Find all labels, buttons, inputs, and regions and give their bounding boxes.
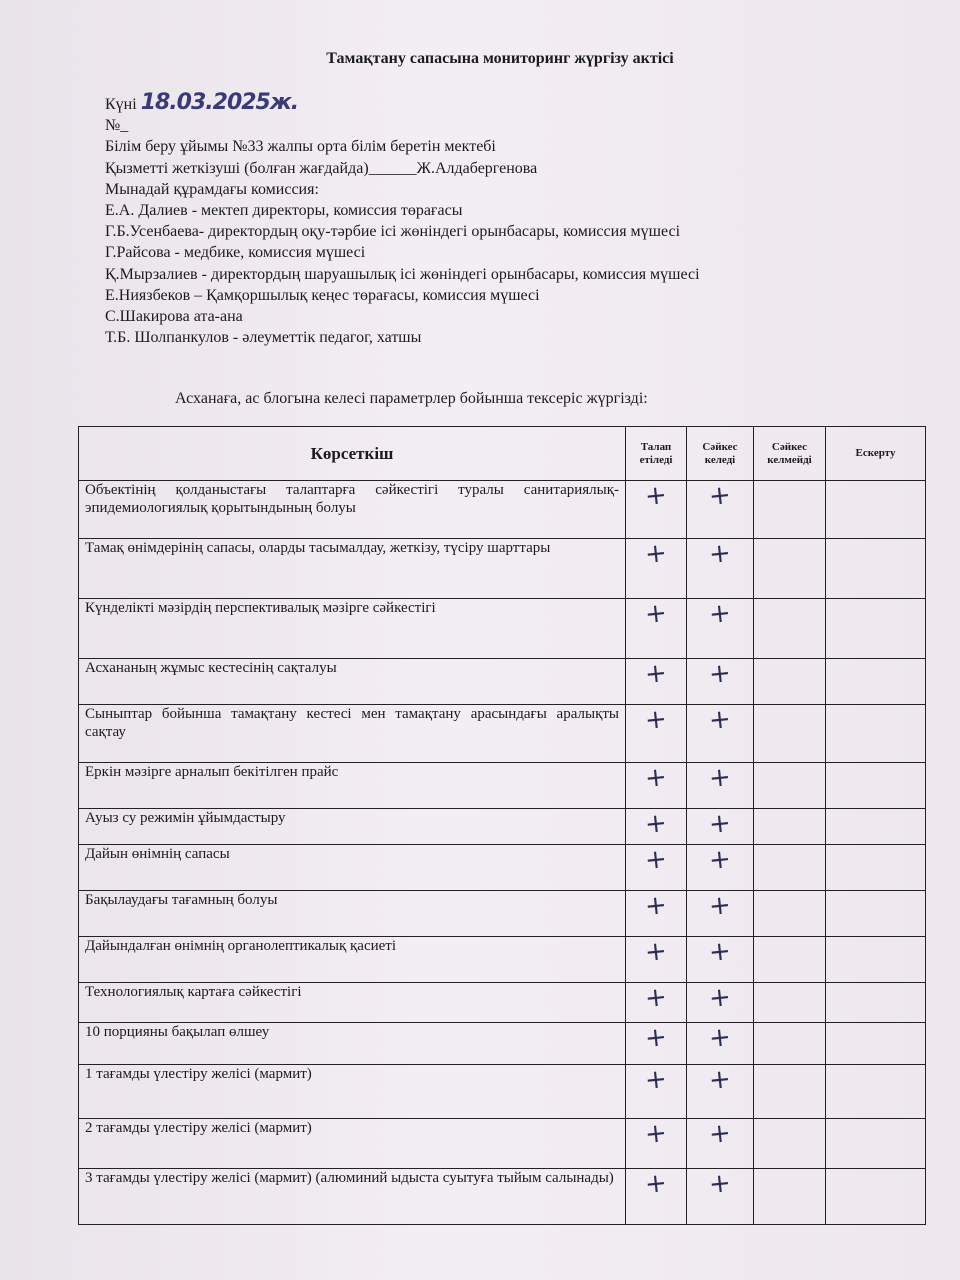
plus-mark: + [707, 537, 733, 571]
commission-member: Е.А. Далиев - мектеп директоры, комиссия төрағасы [105, 202, 463, 220]
noncompliant-cell [754, 705, 826, 763]
plus-mark: + [707, 981, 733, 1015]
noncompliant-cell [754, 763, 826, 809]
note-cell [826, 1119, 926, 1169]
plus-mark: + [643, 1117, 669, 1151]
compliant-cell [687, 845, 754, 891]
required-cell [626, 983, 687, 1023]
number-line: №_ [105, 117, 129, 135]
table-row [79, 937, 926, 983]
note-cell [826, 763, 926, 809]
compliant-cell [687, 539, 754, 599]
required-cell [626, 937, 687, 983]
row-indicator: Дайын өнімнің сапасы [79, 845, 626, 891]
plus-mark: + [643, 843, 669, 877]
organization-line: Білім беру ұйымы №33 жалпы орта білім беретін мектебі [105, 138, 496, 156]
compliant-cell [687, 983, 754, 1023]
document-header [105, 92, 700, 348]
noncompliant-cell [754, 481, 826, 539]
noncompliant-cell [754, 983, 826, 1023]
compliant-cell [687, 1023, 754, 1065]
column-header-required: Талап етіледі [626, 427, 687, 481]
table-row [79, 599, 926, 659]
compliant-cell [687, 809, 754, 845]
note-cell [826, 1169, 926, 1225]
note-cell [826, 481, 926, 539]
required-cell [626, 1169, 687, 1225]
compliant-cell [687, 705, 754, 763]
row-indicator: 10 порцияны бақылап өлшеу [79, 1023, 626, 1065]
date-value: 18.03.2025ж. [140, 90, 299, 115]
compliant-cell [687, 599, 754, 659]
required-cell [626, 845, 687, 891]
inspection-table [78, 426, 926, 1225]
table-row [79, 1119, 926, 1169]
plus-mark: + [643, 479, 669, 513]
plus-mark: + [707, 843, 733, 877]
table-row [79, 891, 926, 937]
document-title: Тамақтану сапасына мониторинг жүргізу актісі [326, 50, 674, 67]
note-cell [826, 1023, 926, 1065]
commission-member: Е.Ниязбеков – Қамқоршылық кеңес төрағасы, комиссия мүшесі [105, 286, 540, 304]
plus-mark: + [643, 597, 669, 631]
row-indicator: Тамақ өнімдерінің сапасы, оларды тасымалдау, жеткізу, түсіру шарттары [79, 539, 626, 599]
required-cell [626, 599, 687, 659]
commission-member: Қ.Мырзалиев - директордың шаруашылық ісі жөніндегі орынбасары, комиссия мүшесі [105, 265, 700, 283]
plus-mark: + [643, 935, 669, 969]
noncompliant-cell [754, 1169, 826, 1225]
column-header-noncompliant: Сәйкес келмейді [754, 427, 826, 481]
plus-mark: + [707, 1063, 733, 1097]
column-header-indicator: Көрсеткіш [79, 427, 626, 481]
noncompliant-cell [754, 809, 826, 845]
plus-mark: + [707, 657, 733, 691]
compliant-cell [687, 659, 754, 705]
compliant-cell [687, 1119, 754, 1169]
required-cell [626, 1065, 687, 1119]
plus-mark: + [643, 889, 669, 923]
table-row [79, 659, 926, 705]
row-indicator: Еркін мәзірге арналып бекітілген прайс [79, 763, 626, 809]
compliant-cell [687, 481, 754, 539]
note-cell [826, 809, 926, 845]
row-indicator: Технологиялық картаға сәйкестігі [79, 983, 626, 1023]
table-header-row [79, 427, 926, 481]
required-cell [626, 891, 687, 937]
note-cell [826, 659, 926, 705]
table-row [79, 539, 926, 599]
row-indicator: 1 тағамды үлестіру желісі (мармит) [79, 1065, 626, 1119]
row-indicator: Асхананың жұмыс кестесінің сақталуы [79, 659, 626, 705]
plus-mark: + [707, 597, 733, 631]
required-cell [626, 1023, 687, 1065]
note-cell [826, 937, 926, 983]
plus-mark: + [643, 761, 669, 795]
table-row [79, 763, 926, 809]
plus-mark: + [707, 935, 733, 969]
noncompliant-cell [754, 1023, 826, 1065]
note-cell [826, 1065, 926, 1119]
compliant-cell [687, 1065, 754, 1119]
row-indicator: Ауыз су режимін ұйымдастыру [79, 809, 626, 845]
required-cell [626, 705, 687, 763]
commission-member: Г.Б.Усенбаева- директордың оқу-тәрбие ісі жөніндегі орынбасары, комиссия мүшесі [105, 223, 681, 241]
row-indicator: 3 тағамды үлестіру желісі (мармит) (алюминий ыдыста суытуға тыйым салынады) [79, 1169, 626, 1225]
required-cell [626, 659, 687, 705]
commission-member: Т.Б. Шолпанкулов - әлеуметтік педагог, хатшы [105, 329, 422, 347]
commission-member: С.Шакирова ата-ана [105, 308, 243, 326]
note-cell [826, 845, 926, 891]
commission-member: Г.Райсова - медбике, комиссия мүшесі [105, 244, 366, 262]
plus-mark: + [707, 889, 733, 923]
plus-mark: + [707, 1117, 733, 1151]
table-row [79, 1065, 926, 1119]
plus-mark: + [643, 1063, 669, 1097]
plus-mark: + [707, 1167, 733, 1201]
plus-mark: + [707, 479, 733, 513]
row-indicator: Дайындалған өнімнің органолептикалық қасиеті [79, 937, 626, 983]
table-row [79, 705, 926, 763]
plus-mark: + [643, 981, 669, 1015]
column-header-note: Ескерту [826, 427, 926, 481]
date-line [105, 92, 700, 115]
compliant-cell [687, 763, 754, 809]
noncompliant-cell [754, 1119, 826, 1169]
plus-mark: + [643, 1021, 669, 1055]
required-cell [626, 481, 687, 539]
plus-mark: + [643, 537, 669, 571]
row-indicator: Объектінің қолданыстағы талаптарға сәйкестігі туралы санитариялық-эпидемиологиялық қорытындының болуы [79, 481, 626, 539]
plus-mark: + [643, 1167, 669, 1201]
plus-mark: + [707, 761, 733, 795]
noncompliant-cell [754, 599, 826, 659]
noncompliant-cell [754, 1065, 826, 1119]
table-row [79, 983, 926, 1023]
note-cell [826, 983, 926, 1023]
column-header-compliant: Сәйкес келеді [687, 427, 754, 481]
row-indicator: Сыныптар бойынша тамақтану кестесі мен тамақтану арасындағы аралықты сақтау [79, 705, 626, 763]
date-label: Күні [105, 96, 137, 113]
plus-mark: + [707, 1021, 733, 1055]
table-row [79, 1169, 926, 1225]
row-indicator: 2 тағамды үлестіру желісі (мармит) [79, 1119, 626, 1169]
table-row [79, 845, 926, 891]
required-cell [626, 539, 687, 599]
required-cell [626, 809, 687, 845]
commission-intro: Мынадай құрамдағы комиссия: [105, 180, 319, 198]
inspection-intro: Асханаға, ас блогына келесі параметрлер бойынша тексеріс жүргізді: [175, 390, 648, 407]
required-cell [626, 763, 687, 809]
required-cell [626, 1119, 687, 1169]
supplier-line: Қызметті жеткізуші (болған жағдайда)______Ж.Алдабергенова [105, 159, 538, 177]
plus-mark: + [643, 807, 669, 841]
noncompliant-cell [754, 891, 826, 937]
row-indicator: Күнделікті мәзірдің перспективалық мәзірге сәйкестігі [79, 599, 626, 659]
compliant-cell [687, 891, 754, 937]
note-cell [826, 705, 926, 763]
table-row [79, 481, 926, 539]
plus-mark: + [707, 703, 733, 737]
note-cell [826, 539, 926, 599]
noncompliant-cell [754, 937, 826, 983]
row-indicator: Бақылаудағы тағамның болуы [79, 891, 626, 937]
plus-mark: + [643, 657, 669, 691]
compliant-cell [687, 937, 754, 983]
noncompliant-cell [754, 539, 826, 599]
plus-mark: + [707, 807, 733, 841]
table-row [79, 809, 926, 845]
noncompliant-cell [754, 845, 826, 891]
table-row [79, 1023, 926, 1065]
plus-mark: + [643, 703, 669, 737]
noncompliant-cell [754, 659, 826, 705]
compliant-cell [687, 1169, 754, 1225]
note-cell [826, 599, 926, 659]
note-cell [826, 891, 926, 937]
